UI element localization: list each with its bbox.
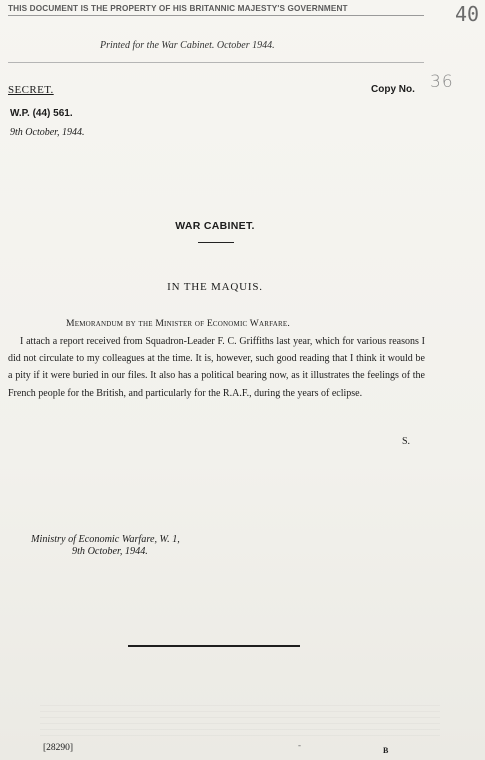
ministry-date xyxy=(72,546,148,557)
document-date-month: October, 1944. xyxy=(22,127,85,138)
wp-reference: W.P. (44) 561. xyxy=(10,108,73,119)
closing-rule xyxy=(128,645,300,647)
signature-initial: S. xyxy=(402,436,411,447)
ministry-address: Ministry of Economic Warfare, W. 1, xyxy=(31,534,180,545)
copy-label: Copy No. xyxy=(371,84,415,95)
heading-rule xyxy=(198,242,234,243)
printed-for-line: Printed for the War Cabinet. October 1944. xyxy=(100,40,275,51)
tick-mark: - xyxy=(298,740,301,750)
print-reference: [28290] xyxy=(43,743,74,753)
signature-mark: B xyxy=(383,746,389,755)
page-stamp-number: 40 xyxy=(455,2,480,26)
document-date xyxy=(10,127,84,138)
ministry-date-text: 9th October, 1944. xyxy=(72,546,148,557)
memorandum-line: Memorandum by the Minister of Economic Warfare. xyxy=(66,318,290,329)
bleed-through-area xyxy=(40,700,440,740)
ownership-header: THIS DOCUMENT IS THE PROPERTY OF HIS BRITANNIC MAJESTY'S GOVERNMENT xyxy=(8,4,424,16)
secret-label: SECRET. xyxy=(8,84,54,96)
war-cabinet-heading: WAR CABINET. xyxy=(175,220,255,232)
document-title: IN THE MAQUIS. xyxy=(167,281,263,293)
document-date-day: 9th xyxy=(10,127,23,138)
top-divider xyxy=(8,62,424,63)
body-text xyxy=(8,333,425,402)
body-paragraph: I attach a report received from Squadron-Leader F. C. Griffiths last year, which for various reasons I did not circulate to my colleagues at the time. It is, however, such good reading that I think it would be a pity if it were buried in our files. It also has a political bearing now, as it illustrates the feelings of the French people for the British, and particularly for the R.A.F., during the years of eclipse. xyxy=(8,336,425,399)
copy-number: 36 xyxy=(430,72,454,92)
